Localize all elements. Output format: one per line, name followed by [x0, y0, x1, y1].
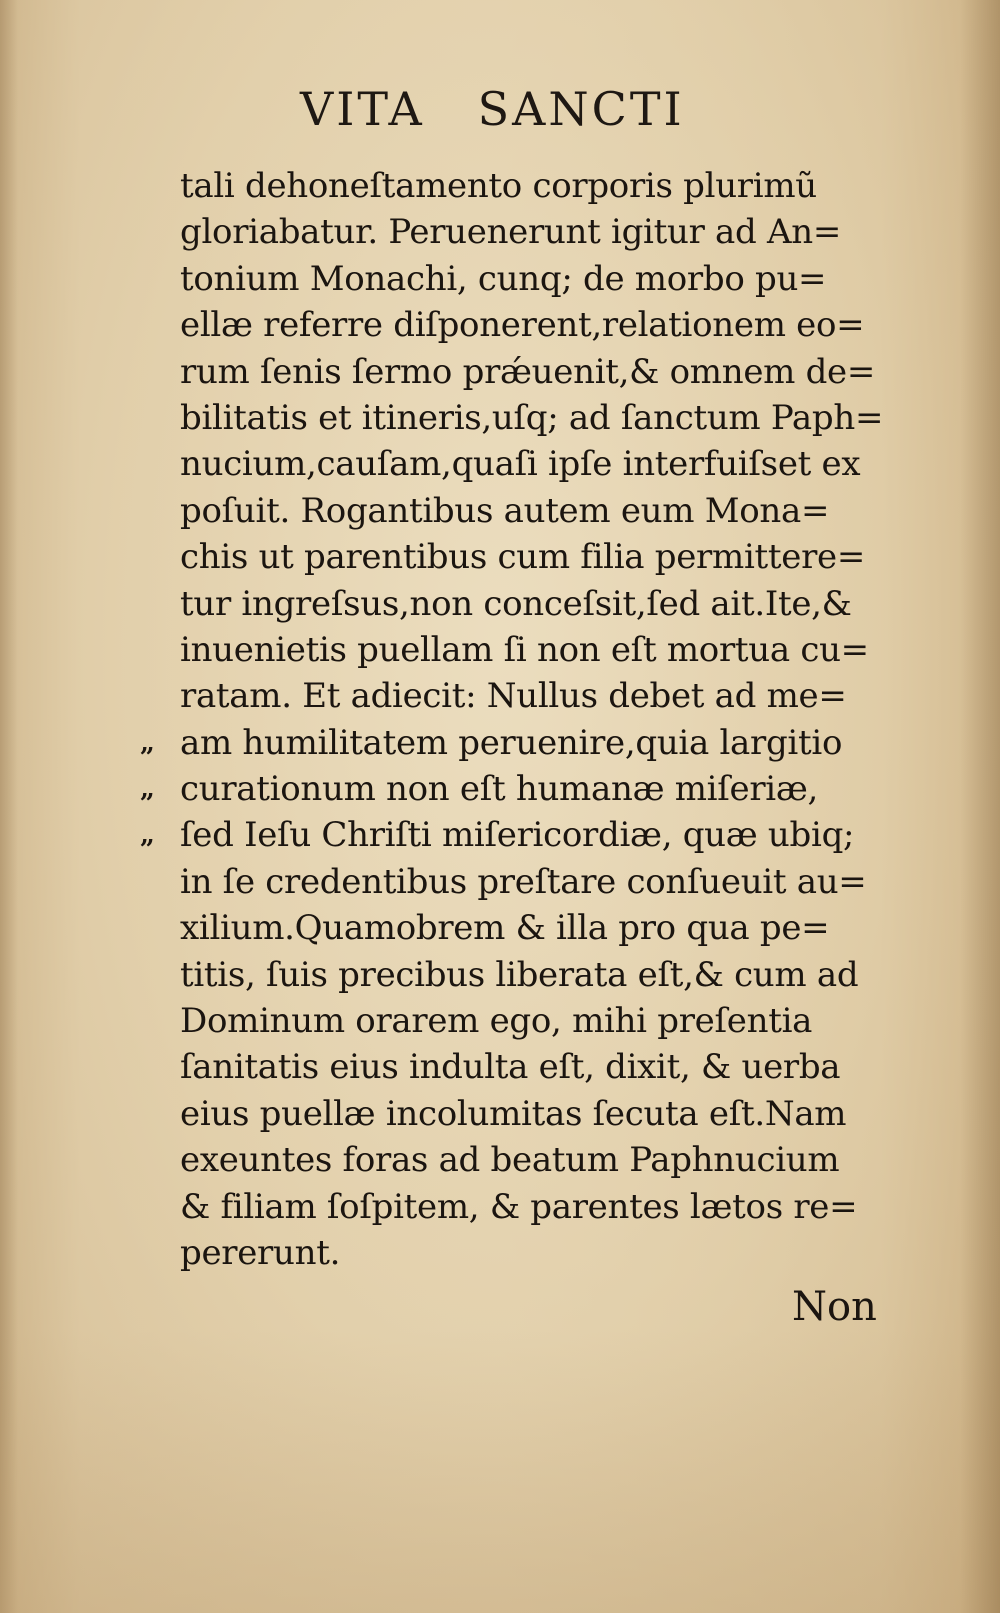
text-line: [180, 1230, 900, 1276]
text-line: [180, 1137, 900, 1183]
text-line: [180, 395, 900, 441]
text-line: [180, 673, 900, 719]
text-line: [180, 581, 900, 627]
text-line: [180, 859, 900, 905]
text-line: [180, 952, 900, 998]
text-line: [180, 1184, 900, 1230]
line-text: bilitatis et itineris,uſq; ad ſanctum Paph=: [180, 397, 884, 438]
line-text: Dominum orarem ego, mihi preſentia: [180, 1001, 813, 1042]
line-text: gloriabatur. Peruenerunt igitur ad An=: [180, 212, 842, 253]
text-line: [140, 720, 900, 766]
line-text: in ſe credentibus preſtare conſueuit au=: [180, 861, 867, 902]
text-line: [180, 302, 900, 348]
quotation-mark: „: [140, 820, 155, 851]
text-line: [180, 441, 900, 487]
text-line: [180, 1044, 900, 1090]
catchword: Non: [792, 1284, 877, 1330]
line-text: ſanitatis eius indulta eſt, dixit, & uerba: [180, 1047, 841, 1088]
text-line: [180, 256, 900, 302]
text-line: [180, 488, 900, 534]
line-text: exeuntes foras ad beatum Paphnucium: [180, 1140, 840, 1181]
quotation-mark: „: [140, 774, 155, 805]
line-text: ellæ referre diſponerent,relationem eo=: [180, 305, 865, 346]
line-text: eius puellæ incolumitas ſecuta eſt.Nam: [180, 1093, 847, 1134]
line-text: am humilitatem peruenire,quia largitio: [180, 722, 843, 763]
text-line: [180, 627, 900, 673]
line-text: chis ut parentibus cum filia permittere=: [180, 537, 866, 578]
text-line: [180, 163, 900, 209]
text-line: [180, 534, 900, 580]
line-text: poſuit. Rogantibus autem eum Mona=: [180, 490, 830, 531]
text-line: [140, 812, 900, 858]
line-text: tonium Monachi, cunq; de morbo pu=: [180, 258, 827, 299]
line-text: titis, ſuis precibus liberata eſt,& cum ad: [180, 954, 859, 995]
line-text: tali dehoneſtamento corporis plurimũ: [180, 166, 817, 206]
running-head: VITA SANCTI: [300, 82, 685, 136]
quotation-mark: „: [140, 727, 155, 758]
line-text: curationum non eſt humanæ miſeriæ,: [180, 769, 819, 810]
line-text: xilium.Quamobrem & illa pro qua pe=: [180, 908, 830, 949]
text-line: [180, 349, 900, 395]
line-text: inuenietis puellam ſi non eſt mortua cu=: [180, 629, 869, 670]
text-line: [180, 209, 900, 255]
line-text: ſed Ieſu Chriſti miſericordiæ, quæ ubiq;: [180, 815, 855, 856]
line-text: & filiam ſoſpitem, & parentes lætos re=: [180, 1186, 858, 1227]
text-block: [140, 163, 900, 1276]
line-text: pererunt.: [180, 1232, 341, 1273]
text-line: [180, 905, 900, 951]
line-text: ratam. Et adiecit: Nullus debet ad me=: [180, 676, 847, 717]
line-text: tur ingreſsus,non conceſsit,ſed ait.Ite,&: [180, 583, 852, 624]
line-text: rum ſenis ſermo prǽuenit,& omnem de=: [180, 351, 876, 392]
page-stain: [0, 1330, 1000, 1613]
text-line: [180, 1091, 900, 1137]
text-line: [140, 766, 900, 812]
line-text: nucium,cauſam,quaſi ipſe interfuiſset ex: [180, 444, 861, 485]
text-line: [180, 998, 900, 1044]
